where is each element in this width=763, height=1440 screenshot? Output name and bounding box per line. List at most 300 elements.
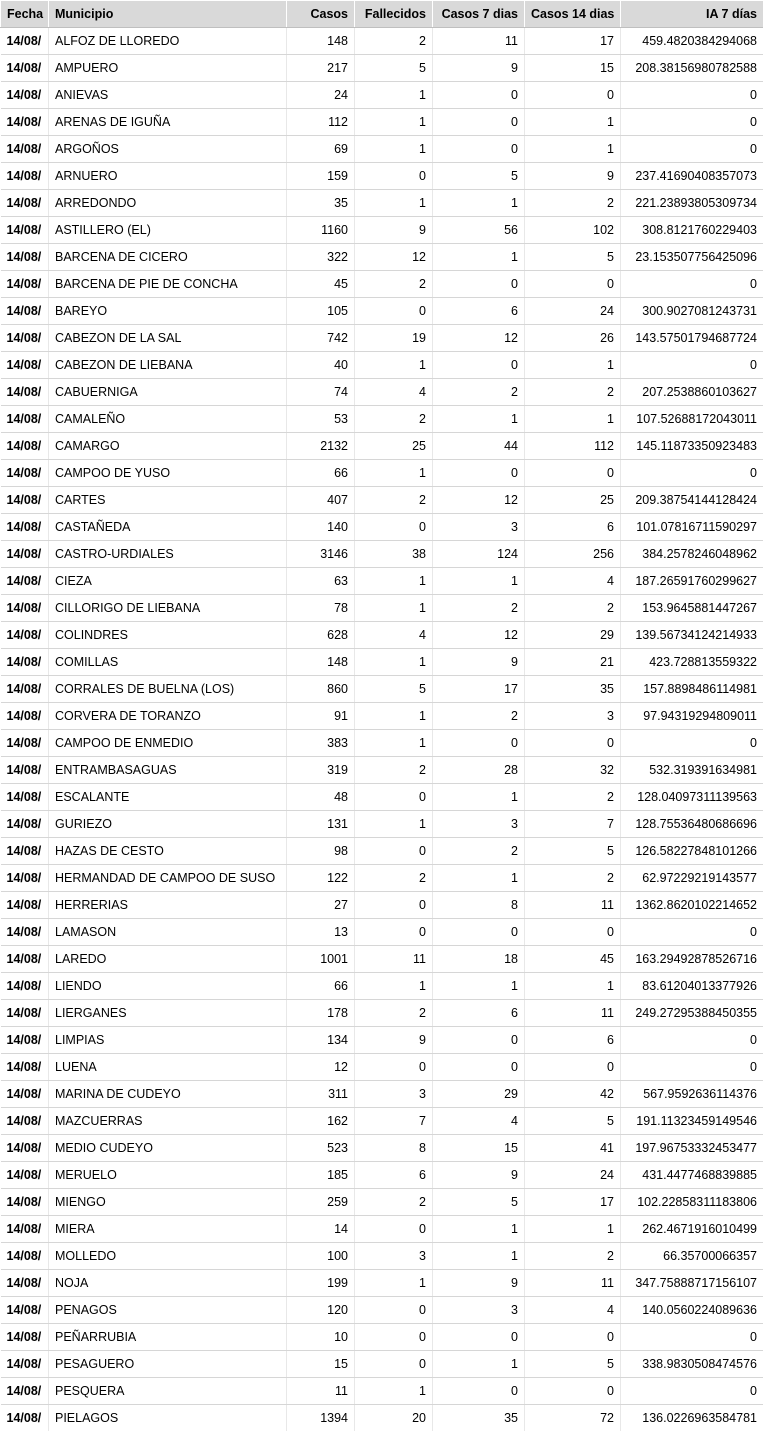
cell-ia-7-dias: 0 bbox=[621, 1027, 763, 1054]
cell-casos-7-dias: 1 bbox=[433, 865, 525, 892]
cell-fallecidos: 1 bbox=[355, 730, 433, 757]
table-row bbox=[1, 1189, 763, 1216]
cell-casos: 628 bbox=[287, 622, 355, 649]
cell-fallecidos: 0 bbox=[355, 1216, 433, 1243]
cell-casos-14-dias: 35 bbox=[525, 676, 621, 703]
cell-municipio: MARINA DE CUDEYO bbox=[49, 1081, 287, 1108]
cell-casos-14-dias: 24 bbox=[525, 1162, 621, 1189]
cell-fallecidos: 0 bbox=[355, 838, 433, 865]
cell-casos: 78 bbox=[287, 595, 355, 622]
cell-casos-14-dias: 1 bbox=[525, 1216, 621, 1243]
cell-fallecidos: 2 bbox=[355, 487, 433, 514]
cell-fallecidos: 0 bbox=[355, 892, 433, 919]
table-row bbox=[1, 568, 763, 595]
cell-fecha: 14/08/ bbox=[1, 487, 49, 514]
cell-casos-7-dias: 0 bbox=[433, 352, 525, 379]
cell-casos-7-dias: 0 bbox=[433, 1324, 525, 1351]
cell-fecha: 14/08/ bbox=[1, 541, 49, 568]
cell-casos-7-dias: 0 bbox=[433, 1378, 525, 1405]
cell-municipio: PESQUERA bbox=[49, 1378, 287, 1405]
table-row bbox=[1, 298, 763, 325]
cell-fallecidos: 9 bbox=[355, 1027, 433, 1054]
cell-fallecidos: 0 bbox=[355, 784, 433, 811]
cell-ia-7-dias: 157.8898486114981 bbox=[621, 676, 763, 703]
cell-fecha: 14/08/ bbox=[1, 568, 49, 595]
cell-fallecidos: 1 bbox=[355, 136, 433, 163]
cell-casos-14-dias: 112 bbox=[525, 433, 621, 460]
cell-fallecidos: 1 bbox=[355, 973, 433, 1000]
table-row bbox=[1, 136, 763, 163]
cell-casos: 100 bbox=[287, 1243, 355, 1270]
cell-casos: 40 bbox=[287, 352, 355, 379]
cell-ia-7-dias: 128.04097311139563 bbox=[621, 784, 763, 811]
cell-fallecidos: 3 bbox=[355, 1081, 433, 1108]
cell-municipio: LAREDO bbox=[49, 946, 287, 973]
cell-fallecidos: 19 bbox=[355, 325, 433, 352]
cell-casos-14-dias: 0 bbox=[525, 271, 621, 298]
cell-fallecidos: 4 bbox=[355, 622, 433, 649]
cell-casos-7-dias: 8 bbox=[433, 892, 525, 919]
cell-casos: 66 bbox=[287, 460, 355, 487]
cell-casos-7-dias: 124 bbox=[433, 541, 525, 568]
cell-fallecidos: 0 bbox=[355, 298, 433, 325]
table-row bbox=[1, 82, 763, 109]
cell-casos-14-dias: 102 bbox=[525, 217, 621, 244]
cell-ia-7-dias: 126.58227848101266 bbox=[621, 838, 763, 865]
cell-municipio: COMILLAS bbox=[49, 649, 287, 676]
cell-casos-7-dias: 9 bbox=[433, 1162, 525, 1189]
cell-ia-7-dias: 308.8121760229403 bbox=[621, 217, 763, 244]
table-row bbox=[1, 1108, 763, 1135]
cell-ia-7-dias: 107.52688172043011 bbox=[621, 406, 763, 433]
cell-casos-7-dias: 0 bbox=[433, 1027, 525, 1054]
cell-fallecidos: 2 bbox=[355, 406, 433, 433]
table-row bbox=[1, 244, 763, 271]
cell-casos-14-dias: 3 bbox=[525, 703, 621, 730]
table-row bbox=[1, 1405, 763, 1432]
cell-fallecidos: 1 bbox=[355, 811, 433, 838]
table-row bbox=[1, 190, 763, 217]
cell-municipio: CAMPOO DE ENMEDIO bbox=[49, 730, 287, 757]
cell-ia-7-dias: 97.94319294809011 bbox=[621, 703, 763, 730]
cell-casos-7-dias: 17 bbox=[433, 676, 525, 703]
cell-municipio: LUENA bbox=[49, 1054, 287, 1081]
cell-casos-7-dias: 1 bbox=[433, 1216, 525, 1243]
cell-casos: 63 bbox=[287, 568, 355, 595]
cell-casos-14-dias: 5 bbox=[525, 1351, 621, 1378]
table-row bbox=[1, 1054, 763, 1081]
cell-casos-14-dias: 6 bbox=[525, 1027, 621, 1054]
cell-ia-7-dias: 191.11323459149546 bbox=[621, 1108, 763, 1135]
cell-casos-7-dias: 12 bbox=[433, 622, 525, 649]
cell-municipio: ANIEVAS bbox=[49, 82, 287, 109]
cell-casos-7-dias: 18 bbox=[433, 946, 525, 973]
table-row bbox=[1, 379, 763, 406]
cell-casos-14-dias: 6 bbox=[525, 514, 621, 541]
cell-fallecidos: 1 bbox=[355, 1270, 433, 1297]
cell-ia-7-dias: 207.2538860103627 bbox=[621, 379, 763, 406]
cell-fecha: 14/08/ bbox=[1, 406, 49, 433]
cell-fecha: 14/08/ bbox=[1, 28, 49, 55]
cell-fecha: 14/08/ bbox=[1, 460, 49, 487]
cell-fecha: 14/08/ bbox=[1, 82, 49, 109]
cell-casos: 319 bbox=[287, 757, 355, 784]
cell-municipio: PESAGUERO bbox=[49, 1351, 287, 1378]
table-row bbox=[1, 541, 763, 568]
cell-fecha: 14/08/ bbox=[1, 703, 49, 730]
cell-casos-14-dias: 2 bbox=[525, 865, 621, 892]
cell-casos-14-dias: 41 bbox=[525, 1135, 621, 1162]
cell-fallecidos: 11 bbox=[355, 946, 433, 973]
cell-casos: 122 bbox=[287, 865, 355, 892]
cell-casos-14-dias: 11 bbox=[525, 892, 621, 919]
cell-casos-14-dias: 45 bbox=[525, 946, 621, 973]
cell-municipio: CASTAÑEDA bbox=[49, 514, 287, 541]
cell-fallecidos: 9 bbox=[355, 217, 433, 244]
cell-fecha: 14/08/ bbox=[1, 109, 49, 136]
cell-municipio: CORVERA DE TORANZO bbox=[49, 703, 287, 730]
table-row bbox=[1, 514, 763, 541]
cell-municipio: BAREYO bbox=[49, 298, 287, 325]
column-header-fecha[interactable]: Fecha bbox=[1, 1, 49, 28]
cell-casos-7-dias: 2 bbox=[433, 703, 525, 730]
cell-casos-7-dias: 12 bbox=[433, 325, 525, 352]
table-row bbox=[1, 973, 763, 1000]
cell-casos: 311 bbox=[287, 1081, 355, 1108]
cell-fallecidos: 1 bbox=[355, 649, 433, 676]
table-row bbox=[1, 406, 763, 433]
cell-ia-7-dias: 249.27295388450355 bbox=[621, 1000, 763, 1027]
cell-fecha: 14/08/ bbox=[1, 919, 49, 946]
cell-casos-7-dias: 11 bbox=[433, 28, 525, 55]
table-row bbox=[1, 1162, 763, 1189]
cell-casos-7-dias: 3 bbox=[433, 514, 525, 541]
column-header-municipio[interactable]: Municipio bbox=[49, 1, 287, 28]
cell-ia-7-dias: 0 bbox=[621, 271, 763, 298]
table-row bbox=[1, 1351, 763, 1378]
cell-casos-14-dias: 0 bbox=[525, 1054, 621, 1081]
cell-fecha: 14/08/ bbox=[1, 1054, 49, 1081]
cell-casos: 12 bbox=[287, 1054, 355, 1081]
cell-municipio: HERRERIAS bbox=[49, 892, 287, 919]
table-row bbox=[1, 487, 763, 514]
cell-fallecidos: 0 bbox=[355, 919, 433, 946]
cell-fecha: 14/08/ bbox=[1, 730, 49, 757]
cell-casos: 131 bbox=[287, 811, 355, 838]
cell-casos: 24 bbox=[287, 82, 355, 109]
table-row bbox=[1, 163, 763, 190]
cell-ia-7-dias: 0 bbox=[621, 919, 763, 946]
cell-municipio: CABEZON DE LA SAL bbox=[49, 325, 287, 352]
cell-casos-7-dias: 1 bbox=[433, 406, 525, 433]
cell-municipio: CABUERNIGA bbox=[49, 379, 287, 406]
cell-casos: 1001 bbox=[287, 946, 355, 973]
table-row bbox=[1, 1378, 763, 1405]
cell-casos-7-dias: 0 bbox=[433, 109, 525, 136]
table-row bbox=[1, 1000, 763, 1027]
table-row bbox=[1, 622, 763, 649]
cell-casos-7-dias: 28 bbox=[433, 757, 525, 784]
cell-fecha: 14/08/ bbox=[1, 676, 49, 703]
cell-casos-14-dias: 2 bbox=[525, 379, 621, 406]
cell-casos-14-dias: 1 bbox=[525, 136, 621, 163]
column-header-casos-14-dias[interactable]: Casos 14 dias bbox=[525, 1, 621, 28]
cell-fallecidos: 2 bbox=[355, 1000, 433, 1027]
cell-casos: 3146 bbox=[287, 541, 355, 568]
cell-fallecidos: 38 bbox=[355, 541, 433, 568]
table-row bbox=[1, 1216, 763, 1243]
cell-ia-7-dias: 300.9027081243731 bbox=[621, 298, 763, 325]
cell-casos-14-dias: 15 bbox=[525, 55, 621, 82]
cell-fallecidos: 2 bbox=[355, 865, 433, 892]
cell-casos: 185 bbox=[287, 1162, 355, 1189]
cell-fallecidos: 3 bbox=[355, 1243, 433, 1270]
cell-casos-14-dias: 72 bbox=[525, 1405, 621, 1432]
cell-fallecidos: 6 bbox=[355, 1162, 433, 1189]
cell-fallecidos: 5 bbox=[355, 676, 433, 703]
cell-casos-7-dias: 1 bbox=[433, 1351, 525, 1378]
cell-fecha: 14/08/ bbox=[1, 271, 49, 298]
cell-municipio: HAZAS DE CESTO bbox=[49, 838, 287, 865]
cell-casos: 120 bbox=[287, 1297, 355, 1324]
cell-fecha: 14/08/ bbox=[1, 757, 49, 784]
cell-casos-14-dias: 29 bbox=[525, 622, 621, 649]
cell-casos-14-dias: 2 bbox=[525, 1243, 621, 1270]
cell-fallecidos: 20 bbox=[355, 1405, 433, 1432]
table-row bbox=[1, 217, 763, 244]
cell-municipio: BARCENA DE CICERO bbox=[49, 244, 287, 271]
cell-fallecidos: 0 bbox=[355, 1351, 433, 1378]
cell-casos: 178 bbox=[287, 1000, 355, 1027]
cell-fallecidos: 12 bbox=[355, 244, 433, 271]
cell-fallecidos: 1 bbox=[355, 109, 433, 136]
cell-ia-7-dias: 140.0560224089636 bbox=[621, 1297, 763, 1324]
cell-fecha: 14/08/ bbox=[1, 1000, 49, 1027]
cell-casos-7-dias: 0 bbox=[433, 919, 525, 946]
table-row bbox=[1, 865, 763, 892]
cell-fallecidos: 0 bbox=[355, 1324, 433, 1351]
cell-casos: 10 bbox=[287, 1324, 355, 1351]
cell-casos: 162 bbox=[287, 1108, 355, 1135]
cell-casos: 74 bbox=[287, 379, 355, 406]
cell-casos-7-dias: 44 bbox=[433, 433, 525, 460]
cell-casos-14-dias: 17 bbox=[525, 1189, 621, 1216]
cell-fecha: 14/08/ bbox=[1, 217, 49, 244]
cell-fecha: 14/08/ bbox=[1, 622, 49, 649]
cell-casos-7-dias: 1 bbox=[433, 244, 525, 271]
cell-casos: 69 bbox=[287, 136, 355, 163]
cell-ia-7-dias: 136.0226963584781 bbox=[621, 1405, 763, 1432]
cell-casos: 53 bbox=[287, 406, 355, 433]
cell-casos: 27 bbox=[287, 892, 355, 919]
table-row bbox=[1, 325, 763, 352]
table-row bbox=[1, 1081, 763, 1108]
cell-casos: 48 bbox=[287, 784, 355, 811]
cell-municipio: LIMPIAS bbox=[49, 1027, 287, 1054]
cell-casos-14-dias: 0 bbox=[525, 1378, 621, 1405]
cell-fallecidos: 5 bbox=[355, 55, 433, 82]
cell-ia-7-dias: 66.35700066357 bbox=[621, 1243, 763, 1270]
cell-casos: 383 bbox=[287, 730, 355, 757]
cell-fecha: 14/08/ bbox=[1, 946, 49, 973]
cell-casos-7-dias: 6 bbox=[433, 298, 525, 325]
cell-fecha: 14/08/ bbox=[1, 433, 49, 460]
cell-casos-14-dias: 2 bbox=[525, 784, 621, 811]
cell-ia-7-dias: 338.9830508474576 bbox=[621, 1351, 763, 1378]
cell-ia-7-dias: 139.56734124214933 bbox=[621, 622, 763, 649]
cell-casos-7-dias: 6 bbox=[433, 1000, 525, 1027]
cell-casos-14-dias: 0 bbox=[525, 460, 621, 487]
cell-casos-14-dias: 256 bbox=[525, 541, 621, 568]
table-row bbox=[1, 1243, 763, 1270]
column-header-casos-7-dias[interactable]: Casos 7 dias bbox=[433, 1, 525, 28]
cell-ia-7-dias: 0 bbox=[621, 352, 763, 379]
cell-fallecidos: 2 bbox=[355, 1189, 433, 1216]
table-row bbox=[1, 460, 763, 487]
cell-ia-7-dias: 0 bbox=[621, 82, 763, 109]
column-header-ia-7-dias[interactable]: IA 7 días bbox=[621, 1, 763, 28]
cell-ia-7-dias: 532.319391634981 bbox=[621, 757, 763, 784]
cell-casos-7-dias: 2 bbox=[433, 595, 525, 622]
cell-casos: 66 bbox=[287, 973, 355, 1000]
cell-fallecidos: 1 bbox=[355, 460, 433, 487]
cell-fecha: 14/08/ bbox=[1, 1243, 49, 1270]
cell-fecha: 14/08/ bbox=[1, 1216, 49, 1243]
cell-fecha: 14/08/ bbox=[1, 1108, 49, 1135]
cell-fecha: 14/08/ bbox=[1, 1081, 49, 1108]
table-row bbox=[1, 28, 763, 55]
cell-ia-7-dias: 62.97229219143577 bbox=[621, 865, 763, 892]
table-row bbox=[1, 271, 763, 298]
cell-casos: 742 bbox=[287, 325, 355, 352]
cell-casos-7-dias: 29 bbox=[433, 1081, 525, 1108]
table-row bbox=[1, 352, 763, 379]
cell-casos: 860 bbox=[287, 676, 355, 703]
cell-casos: 98 bbox=[287, 838, 355, 865]
cell-casos-14-dias: 9 bbox=[525, 163, 621, 190]
cell-municipio: LAMASON bbox=[49, 919, 287, 946]
cell-municipio: ALFOZ DE LLOREDO bbox=[49, 28, 287, 55]
cell-fallecidos: 4 bbox=[355, 379, 433, 406]
cell-fallecidos: 1 bbox=[355, 568, 433, 595]
cell-casos: 407 bbox=[287, 487, 355, 514]
table-row bbox=[1, 595, 763, 622]
cell-casos-7-dias: 0 bbox=[433, 1054, 525, 1081]
cell-fecha: 14/08/ bbox=[1, 1405, 49, 1432]
cell-casos-14-dias: 5 bbox=[525, 244, 621, 271]
cell-fallecidos: 1 bbox=[355, 352, 433, 379]
cell-fecha: 14/08/ bbox=[1, 649, 49, 676]
cell-ia-7-dias: 567.9592636114376 bbox=[621, 1081, 763, 1108]
cell-casos-14-dias: 5 bbox=[525, 1108, 621, 1135]
cell-fecha: 14/08/ bbox=[1, 352, 49, 379]
cell-casos-14-dias: 17 bbox=[525, 28, 621, 55]
cell-casos-7-dias: 1 bbox=[433, 1243, 525, 1270]
cell-casos: 14 bbox=[287, 1216, 355, 1243]
cell-casos: 11 bbox=[287, 1378, 355, 1405]
cell-municipio: MERUELO bbox=[49, 1162, 287, 1189]
cell-municipio: CABEZON DE LIEBANA bbox=[49, 352, 287, 379]
cell-casos-7-dias: 0 bbox=[433, 82, 525, 109]
cell-casos-14-dias: 11 bbox=[525, 1270, 621, 1297]
table-row bbox=[1, 433, 763, 460]
column-header-casos[interactable]: Casos bbox=[287, 1, 355, 28]
table-row bbox=[1, 946, 763, 973]
cell-municipio: CASTRO-URDIALES bbox=[49, 541, 287, 568]
cell-fecha: 14/08/ bbox=[1, 811, 49, 838]
cell-casos: 15 bbox=[287, 1351, 355, 1378]
cell-casos: 217 bbox=[287, 55, 355, 82]
cell-municipio: CAMALEÑO bbox=[49, 406, 287, 433]
cell-fallecidos: 2 bbox=[355, 271, 433, 298]
cell-fecha: 14/08/ bbox=[1, 163, 49, 190]
cell-fecha: 14/08/ bbox=[1, 514, 49, 541]
cell-casos-7-dias: 3 bbox=[433, 811, 525, 838]
cell-casos-14-dias: 5 bbox=[525, 838, 621, 865]
table-row bbox=[1, 55, 763, 82]
cell-casos-14-dias: 0 bbox=[525, 730, 621, 757]
table-header bbox=[1, 1, 763, 28]
cell-casos: 140 bbox=[287, 514, 355, 541]
cell-casos-7-dias: 56 bbox=[433, 217, 525, 244]
cell-casos-14-dias: 24 bbox=[525, 298, 621, 325]
cell-municipio: MEDIO CUDEYO bbox=[49, 1135, 287, 1162]
cell-municipio: MIERA bbox=[49, 1216, 287, 1243]
cell-fecha: 14/08/ bbox=[1, 1297, 49, 1324]
cell-casos-14-dias: 26 bbox=[525, 325, 621, 352]
cell-casos-7-dias: 4 bbox=[433, 1108, 525, 1135]
cell-casos-7-dias: 5 bbox=[433, 1189, 525, 1216]
cell-casos: 91 bbox=[287, 703, 355, 730]
cell-municipio: ESCALANTE bbox=[49, 784, 287, 811]
cell-casos-14-dias: 25 bbox=[525, 487, 621, 514]
table-row bbox=[1, 919, 763, 946]
cell-municipio: ARNUERO bbox=[49, 163, 287, 190]
cell-casos-7-dias: 0 bbox=[433, 136, 525, 163]
cell-casos-7-dias: 0 bbox=[433, 730, 525, 757]
cell-municipio: CARTES bbox=[49, 487, 287, 514]
cell-casos-7-dias: 15 bbox=[433, 1135, 525, 1162]
cell-fecha: 14/08/ bbox=[1, 1351, 49, 1378]
cell-ia-7-dias: 431.4477468839885 bbox=[621, 1162, 763, 1189]
column-header-fallecidos[interactable]: Fallecidos bbox=[355, 1, 433, 28]
cell-casos-14-dias: 7 bbox=[525, 811, 621, 838]
table-row bbox=[1, 892, 763, 919]
cell-fallecidos: 25 bbox=[355, 433, 433, 460]
cell-casos-14-dias: 21 bbox=[525, 649, 621, 676]
cell-municipio: AMPUERO bbox=[49, 55, 287, 82]
cell-ia-7-dias: 143.57501794687724 bbox=[621, 325, 763, 352]
table-row bbox=[1, 730, 763, 757]
cell-municipio: ASTILLERO (EL) bbox=[49, 217, 287, 244]
table-row bbox=[1, 811, 763, 838]
cell-casos-14-dias: 2 bbox=[525, 190, 621, 217]
cell-casos-14-dias: 1 bbox=[525, 973, 621, 1000]
cell-fecha: 14/08/ bbox=[1, 784, 49, 811]
cell-fallecidos: 0 bbox=[355, 1054, 433, 1081]
cell-fecha: 14/08/ bbox=[1, 1162, 49, 1189]
cell-ia-7-dias: 128.75536480686696 bbox=[621, 811, 763, 838]
cell-casos-14-dias: 11 bbox=[525, 1000, 621, 1027]
cell-ia-7-dias: 237.41690408357073 bbox=[621, 163, 763, 190]
cell-ia-7-dias: 384.2578246048962 bbox=[621, 541, 763, 568]
cell-ia-7-dias: 0 bbox=[621, 109, 763, 136]
cell-municipio: ARENAS DE IGUÑA bbox=[49, 109, 287, 136]
cell-ia-7-dias: 1362.8620102214652 bbox=[621, 892, 763, 919]
cell-municipio: CILLORIGO DE LIEBANA bbox=[49, 595, 287, 622]
cell-municipio: CAMARGO bbox=[49, 433, 287, 460]
cell-fecha: 14/08/ bbox=[1, 865, 49, 892]
